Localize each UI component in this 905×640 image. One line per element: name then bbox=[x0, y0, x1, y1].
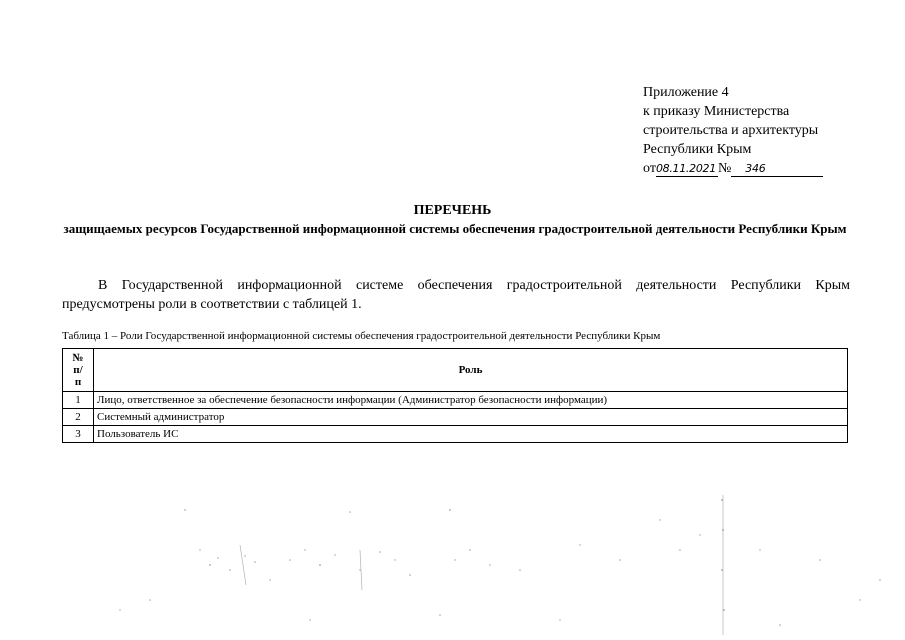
row-role: Пользователь ИС bbox=[94, 426, 848, 443]
document-subtitle: защищаемых ресурсов Государственной информационной системы обеспечения градостроительной деятельности Республики Крым bbox=[63, 221, 847, 236]
handwritten-date: 08.11.2021 bbox=[656, 162, 718, 177]
appendix-block bbox=[643, 83, 823, 178]
from-label: от bbox=[643, 161, 656, 176]
row-number: 2 bbox=[63, 409, 94, 426]
order-date-number-line bbox=[643, 159, 823, 178]
intro-paragraph: В Государственной информационной системе обеспечения градостроительной деятельности Республики Крым предусмотрены роли в соответствии с таблицей 1. bbox=[62, 278, 850, 312]
table-row bbox=[63, 426, 848, 443]
appendix-line: строительства и архитектуры bbox=[643, 123, 819, 138]
table-row bbox=[63, 409, 848, 426]
table-row bbox=[63, 392, 848, 409]
appendix-line: к приказу Министерства bbox=[643, 104, 790, 119]
header-role: Роль bbox=[94, 349, 848, 392]
number-sign: № bbox=[717, 161, 732, 176]
row-role: Лицо, ответственное за обеспечение безопасности информации (Администратор безопасности информации) bbox=[94, 392, 848, 409]
row-role: Системный администратор bbox=[94, 409, 848, 426]
scan-noise bbox=[60, 490, 905, 640]
header-number bbox=[63, 349, 94, 392]
header-number-part: п/ bbox=[73, 364, 83, 376]
row-number: 1 bbox=[63, 392, 94, 409]
handwritten-number: 346 bbox=[731, 162, 823, 177]
header-number-part: п bbox=[74, 376, 82, 388]
document-title: ПЕРЕЧЕНЬ bbox=[413, 203, 492, 218]
table-caption: Таблица 1 – Роли Государственной информационной системы обеспечения градостроительной деятельности Республики Крым bbox=[62, 330, 661, 342]
table-header-row bbox=[63, 349, 848, 392]
appendix-line: Приложение 4 bbox=[643, 85, 729, 100]
appendix-line: Республики Крым bbox=[643, 142, 752, 157]
roles-table bbox=[62, 348, 848, 443]
row-number: 3 bbox=[63, 426, 94, 443]
header-number-part: № bbox=[72, 352, 84, 364]
